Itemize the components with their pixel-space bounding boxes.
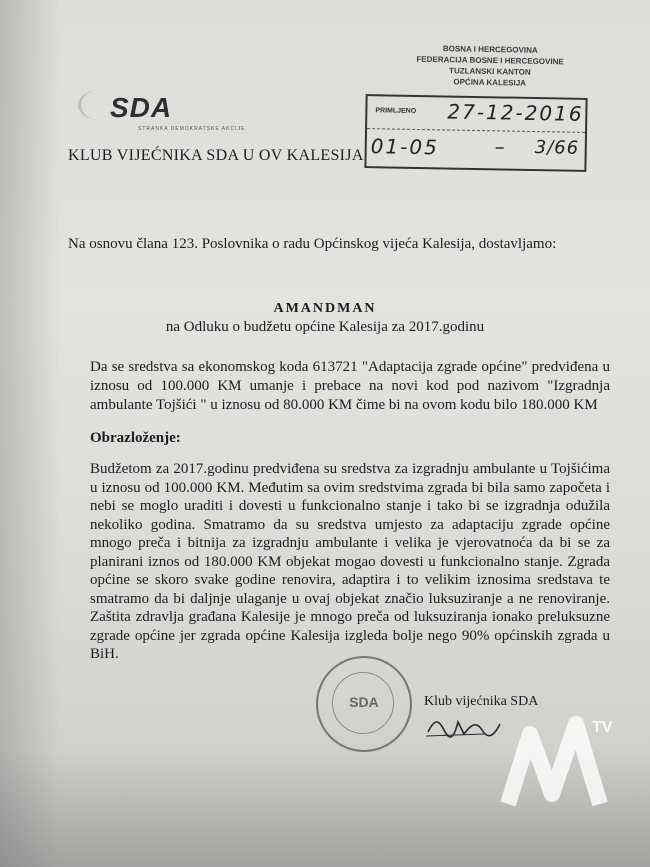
seal-center-text: SDA [349, 694, 379, 710]
handwritten-signature [424, 710, 504, 740]
reception-stamp-box [364, 94, 587, 172]
stamp-handwritten-dash: – [494, 134, 505, 159]
proposal-paragraph: Da se sredstva sa ekonomskog koda 613721 "Adaptacija zgrade općine" predviđena u iznosu od 100.000 KM umanje i prebace na novi kod pod nazivom "Izgradnja ambulante Tojšići " u iznosu od 80.000 KM čime bi na ovom kodu bilo 180.000 KM [90, 359, 610, 413]
logo-text: SDA [110, 92, 173, 123]
amendment-title: AMANDMAN [273, 301, 377, 316]
stamp-line-municipality: OPĆINA KALESIJA [453, 77, 527, 88]
party-seal [316, 656, 412, 752]
stamp-label: PRIMLJENO [375, 107, 417, 115]
justification-paragraph: Budžetom za 2017.godinu predviđena su sredstva za izgradnju ambulante u Tojšićima u iznosu od 100.000 KM. Međutim sa ovim sredstvima zgrada bi bila samo započeta i nebi se moglo uraditi i dovesti u funkcionalno stanje i tako bi se izgradnja odužila nekoliko godina. Smatramo da su sredstva umjesto za adaptaciju zgrade općine mnogo preča i bitnija za izgradnju ambulante i velika je vjerovatnoća da bi se za planirani iznos od 180.000 KM objekat mogao dovesti u funkcionalno stanje. Zgrada općine se skoro svake godine renovira, adaptira i to velikim iznosima sredstava te smatramo da bi daljnje ulaganje u ovaj objekat značio luksuziranje a ne renoviranje. Zaštita zdravlja građana Kalesije je mnogo preča od luksuziranja ionako preluksuzne zgrade općine jer zgrada općine Kalesija izgleda bolje nego 90% općinskih zgrada u BiH. [90, 461, 610, 662]
stamp-handwritten-number: 3/66 [534, 137, 580, 159]
signature-label: Klub vijećnika SDA [424, 694, 539, 709]
justification-heading: Obrazloženje: [90, 430, 181, 446]
reception-stamp-header [380, 42, 601, 90]
amendment-subtitle: na Odluku o budžetu općine Kalesija za 2017.godinu [165, 319, 485, 335]
intro-sentence: Na osnovu člana 123. Poslovnika o radu Općinskog vijeća Kalesija, dostavljamo: [68, 236, 557, 252]
watermark-text: TV [592, 719, 613, 736]
stamp-handwritten-code: 01-05 [370, 134, 440, 160]
page-shadow-left [0, 0, 60, 867]
logo-subtitle: STRANKA DEMOKRATSKE AKCIJE [138, 126, 246, 132]
sda-logo [78, 86, 246, 136]
stamp-handwritten-date: 27-12-2016 [447, 99, 584, 126]
stamp-line-federation: FEDERACIJA BOSNE I HERCEGOVINE [416, 54, 564, 67]
tv-watermark-logo [500, 704, 620, 824]
stamp-line-country: BOSNA I HERCEGOVINA [442, 44, 538, 55]
club-title: KLUB VIJEĆNIKA SDA U OV KALESIJA [68, 147, 364, 164]
stamp-row-date [367, 96, 586, 133]
stamp-line-canton: TUZLANSKI KANTON [449, 66, 531, 77]
